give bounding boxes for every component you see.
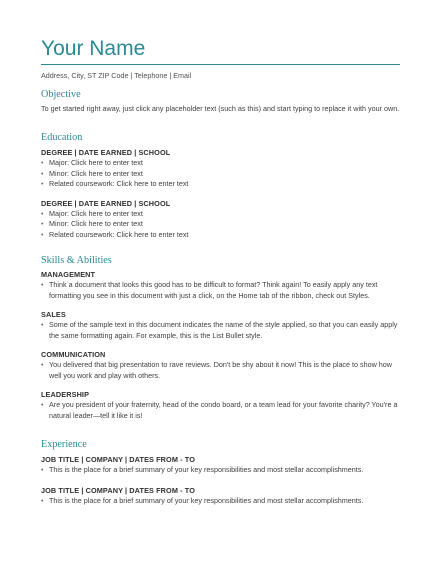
job-item	[41, 486, 401, 507]
education-heading[interactable]: Education	[41, 132, 83, 143]
name-title[interactable]: Your Name	[41, 37, 146, 60]
job-bullets	[41, 496, 401, 507]
skill-bullets	[41, 360, 401, 381]
job-title[interactable]: JOB TITLE | COMPANY | DATES FROM - TO	[41, 455, 195, 464]
skill-bullets	[41, 280, 401, 301]
list-item[interactable]: • Major: Click here to enter text	[41, 158, 143, 167]
job-item	[41, 455, 401, 476]
list-item[interactable]: • This is the place for a brief summary of your key responsibilities and most stellar accomplishments.	[41, 465, 364, 474]
objective-section	[41, 88, 401, 115]
list-item[interactable]: • Minor: Click here to enter text	[41, 168, 143, 178]
name-divider	[41, 64, 400, 65]
bullet-icon: •	[41, 360, 44, 369]
bullet-icon: •	[41, 465, 44, 474]
job-bullets	[41, 465, 401, 476]
skill-title[interactable]: SALES	[41, 310, 66, 319]
skill-bullets	[41, 400, 401, 421]
skill-title[interactable]: LEADERSHIP	[41, 390, 90, 399]
experience-section	[41, 438, 401, 506]
skills-section	[41, 254, 401, 421]
header	[41, 37, 401, 80]
list-item[interactable]: • You delivered that big presentation to rave reviews. Don't be shy about it now! This is the place to show how well you work and play with others.	[41, 360, 392, 380]
bullet-icon: •	[41, 208, 44, 218]
list-item[interactable]: • Are you president of your fraternity, head of the condo board, or a team lead for your favorite charity? You're a natural leader—tell it like it is!	[41, 400, 398, 420]
skill-item	[41, 270, 401, 301]
list-item[interactable]: • Related coursework: Click here to enter text	[41, 229, 189, 239]
skill-title[interactable]: COMMUNICATION	[41, 350, 106, 359]
skill-title[interactable]: MANAGEMENT	[41, 270, 96, 279]
degree-title[interactable]: DEGREE | DATE EARNED | SCHOOL	[41, 198, 171, 208]
degree-title[interactable]: DEGREE | DATE EARNED | SCHOOL	[41, 148, 171, 157]
skill-bullets	[41, 320, 401, 341]
bullet-icon: •	[41, 229, 44, 239]
education-entry	[41, 148, 401, 190]
bullet-icon: •	[41, 280, 44, 289]
list-item[interactable]: • Related coursework: Click here to enter text	[41, 179, 189, 188]
education-bullets	[41, 158, 401, 190]
objective-text[interactable]: To get started right away, just click any placeholder text (such as this) and start typing to replace it with your own.	[41, 104, 400, 113]
skill-item	[41, 350, 401, 381]
job-title[interactable]: JOB TITLE | COMPANY | DATES FROM - TO	[41, 485, 195, 495]
bullet-icon: •	[41, 495, 44, 505]
skills-heading[interactable]: Skills & Abilities	[41, 255, 112, 266]
skill-item	[41, 310, 401, 341]
list-item[interactable]: • Think a document that looks this good has to be difficult to format? Think again! To easily apply any text formatting you see in this document with just a click, on the Home tab of the ribbon, check out Styles.	[41, 280, 378, 300]
list-item[interactable]: • This is the place for a brief summary of your key responsibilities and most stellar accomplishments.	[41, 495, 364, 505]
bullet-icon: •	[41, 168, 44, 178]
objective-heading[interactable]: Objective	[41, 89, 81, 100]
education-section	[41, 131, 401, 240]
list-item[interactable]: • Major: Click here to enter text	[41, 208, 143, 218]
list-item[interactable]: • Minor: Click here to enter text	[41, 219, 143, 228]
bullet-icon: •	[41, 219, 44, 228]
skill-item	[41, 390, 401, 421]
contact-line[interactable]: Address, City, ST ZIP Code | Telephone | Email	[41, 71, 192, 80]
bullet-icon: •	[41, 320, 44, 329]
bullet-icon: •	[41, 400, 44, 409]
experience-heading[interactable]: Experience	[41, 439, 87, 450]
bullet-icon: •	[41, 179, 44, 188]
education-bullets	[41, 209, 401, 241]
bullet-icon: •	[41, 158, 44, 167]
education-entry	[41, 199, 401, 241]
list-item[interactable]: • Some of the sample text in this document indicates the name of the style applied, so that you can easily apply the same formatting again. For example, this is the List Bullet style.	[41, 320, 398, 340]
